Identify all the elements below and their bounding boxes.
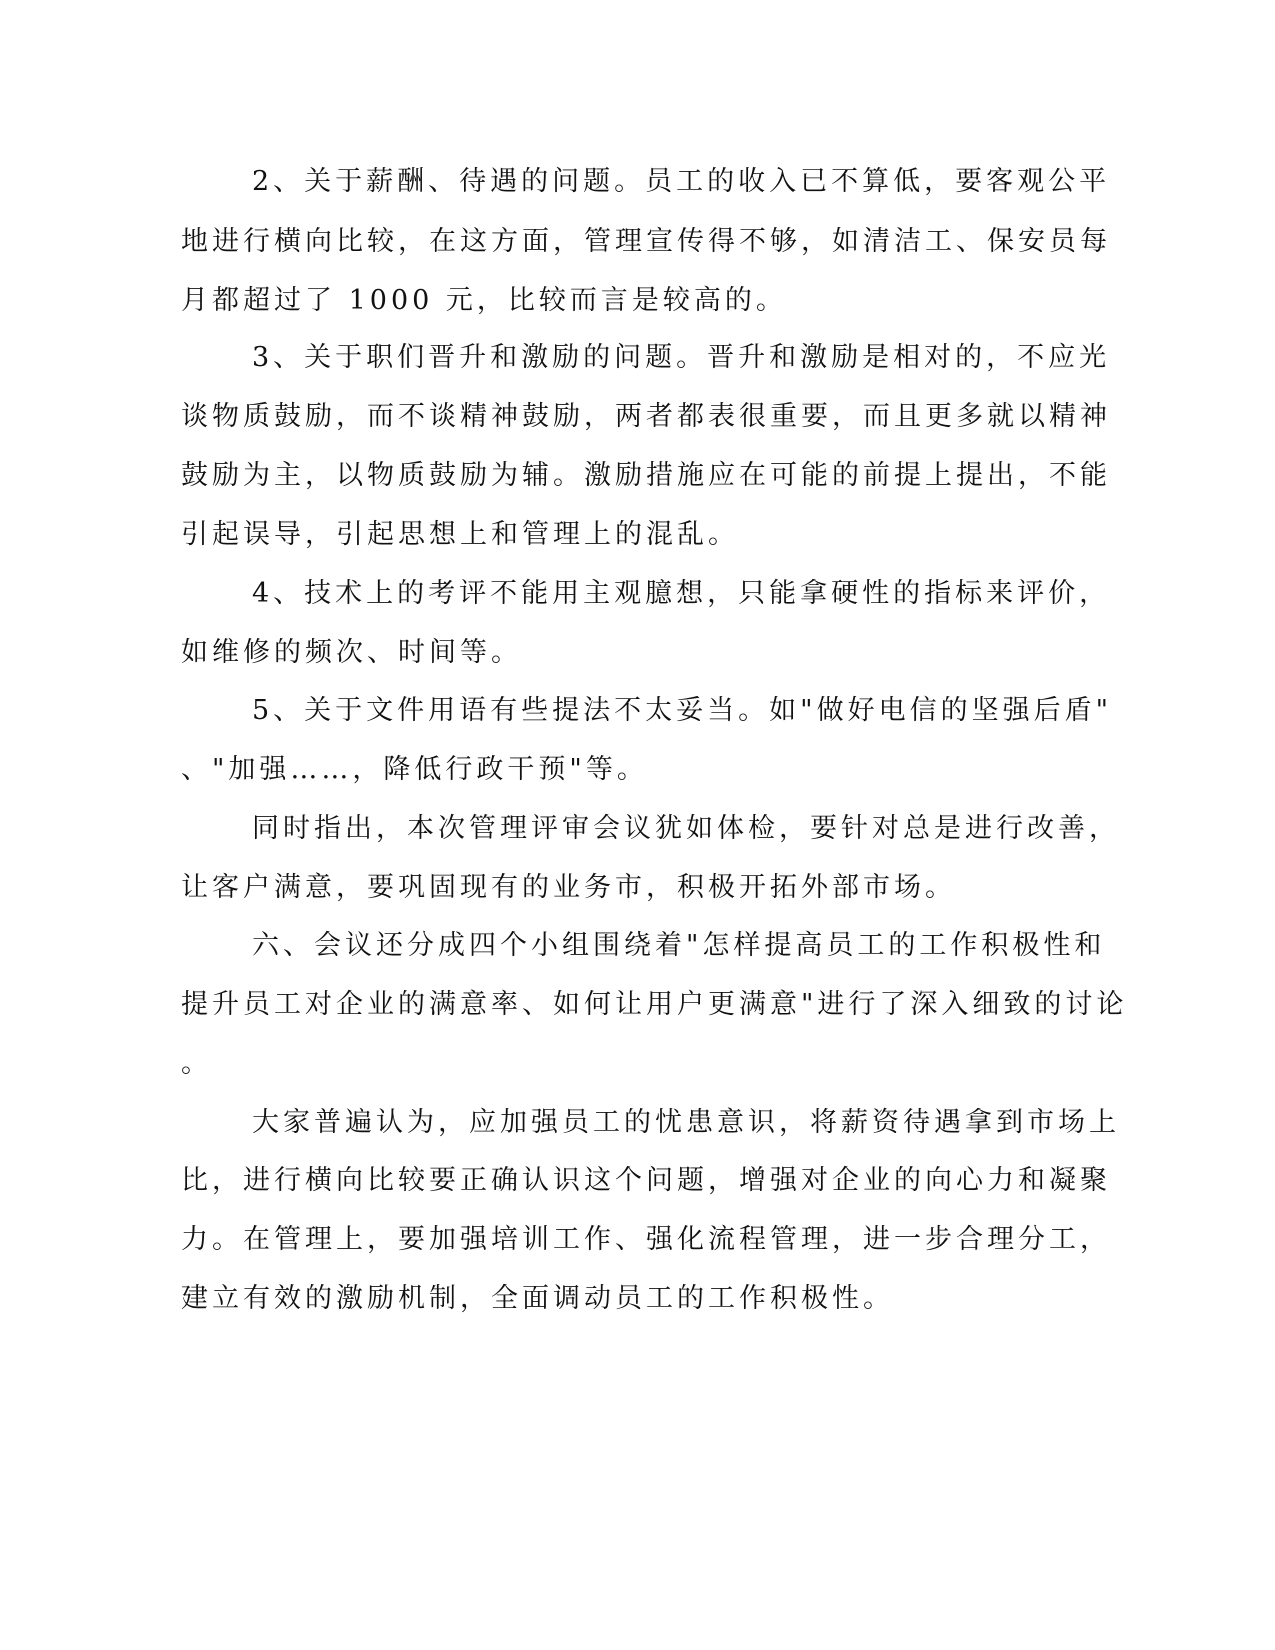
- text-line: 地进行横向比较，在这方面，管理宣传得不够，如清洁工、保安员每: [181, 226, 1111, 257]
- text-line: 力。在管理上，要加强培训工作、强化流程管理，进一步合理分工，: [181, 1224, 1111, 1255]
- text-line: 2、关于薪酬、待遇的问题。员工的收入已不算低，要客观公平: [252, 166, 1111, 197]
- text-line: 引起误导，引起思想上和管理上的混乱。: [181, 519, 739, 550]
- text-line: 。: [181, 1048, 212, 1079]
- text-line: 同时指出，本次管理评审会议犹如体检，要针对总是进行改善，: [252, 813, 1120, 844]
- text-line: 月都超过了 1000 元，比较而言是较高的。: [181, 285, 787, 316]
- text-line: 让客户满意，要巩固现有的业务市，积极开拓外部市场。: [181, 872, 956, 903]
- text-line: 4、技术上的考评不能用主观臆想，只能拿硬性的指标来评价，: [252, 578, 1111, 609]
- text-line: 3、关于职们晋升和激励的问题。晋升和激励是相对的，不应光: [252, 342, 1111, 373]
- text-line: 比，进行横向比较要正确认识这个问题，增强对企业的向心力和凝聚: [181, 1165, 1111, 1196]
- text-line: 、"加强……，降低行政干预"等。: [181, 754, 648, 785]
- text-line: 大家普遍认为，应加强员工的忧患意识，将薪资待遇拿到市场上: [252, 1107, 1120, 1138]
- text-line: 建立有效的激励机制，全面调动员工的工作积极性。: [181, 1283, 894, 1314]
- text-line: 5、关于文件用语有些提法不太妥当。如"做好电信的坚强后盾": [252, 695, 1113, 726]
- text-line: 鼓励为主，以物质鼓励为辅。激励措施应在可能的前提上提出，不能: [181, 460, 1111, 491]
- text-line: 六、会议还分成四个小组围绕着"怎样提高员工的工作积极性和: [252, 930, 1106, 961]
- text-line: 提升员工对企业的满意率、如何让用户更满意"进行了深入细致的讨论: [181, 989, 1128, 1020]
- text-line: 谈物质鼓励，而不谈精神鼓励，两者都表很重要，而且更多就以精神: [181, 401, 1111, 432]
- text-line: 如维修的频次、时间等。: [181, 637, 522, 668]
